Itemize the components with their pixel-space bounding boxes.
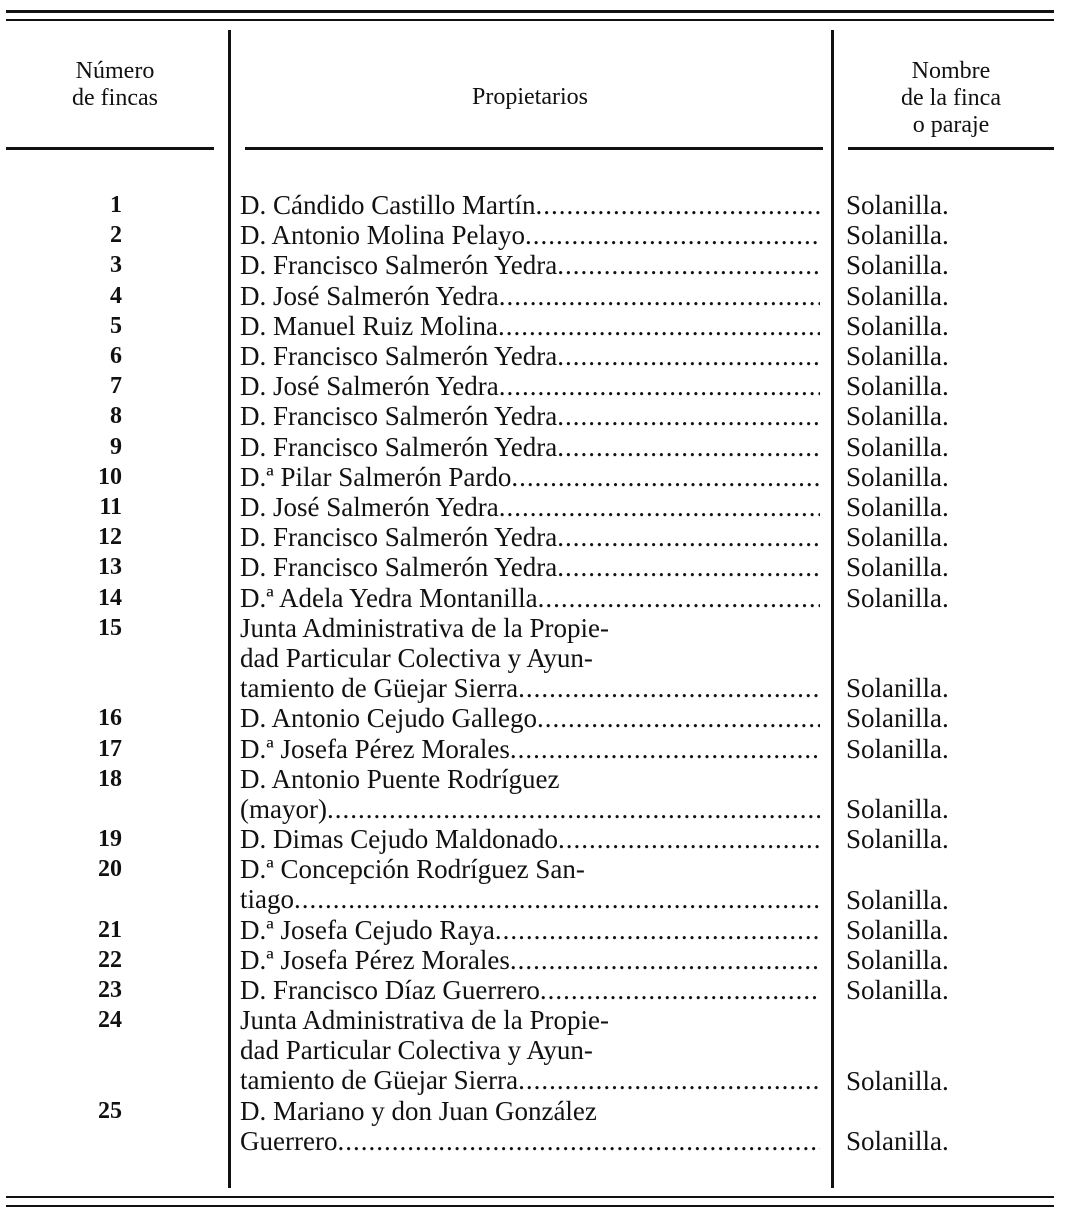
row-number: 16 [98,705,122,732]
owner-line: D. José Salmerón Yedra [240,492,499,522]
leader-dots [557,552,820,582]
row-owner [240,341,820,371]
row-owner [240,945,820,975]
row-place: Solanilla. [846,975,949,1006]
leader-dots [511,462,820,492]
owner-line: D.ª Josefa Cejudo Raya [240,914,495,945]
owner-line: Guerrero [240,1126,338,1156]
column-divider-left [228,30,231,1188]
leader-dots [337,1126,820,1156]
owner-line: D. Dimas Cejudo Maldonado [240,824,558,855]
owner-line: D. Francisco Díaz Guerrero [240,975,540,1006]
leader-dots [558,824,820,854]
leader-dots [518,673,820,703]
row-place: Solanilla. [846,552,949,583]
leader-dots [499,492,820,522]
row-number: 3 [110,252,122,279]
owner-line: D.ª Concepción Rodríguez San- [240,854,585,885]
row-owner [240,401,820,431]
owner-line: tamiento de Güejar Sierra [240,672,519,703]
row-owner [240,703,820,733]
owner-line: dad Particular Colectiva y Ayun- [240,642,593,673]
owner-line: Junta Administrativa de la Propie- [240,612,609,643]
owner-line: D. Antonio Cejudo Gallego [240,703,537,734]
header-separator-3 [848,147,1054,150]
owner-line: D.ª Adela Yedra Montanilla [240,582,538,613]
row-number: 20 [98,856,122,883]
leader-dots [540,975,820,1005]
row-owner [240,734,820,764]
row-place: Solanilla. [846,914,949,945]
row-number: 9 [110,433,122,460]
owner-line: D. José Salmerón Yedra [240,371,499,402]
leader-dots [495,915,820,945]
row-owner [240,824,820,854]
row-place: Solanilla. [846,401,949,432]
owner-line: D. Francisco Salmerón Yedra [240,552,558,583]
leader-dots [537,703,820,733]
row-owner [240,311,820,341]
header-col-owners: Propietarios [472,84,588,110]
row-owner [240,432,820,462]
row-owner [240,552,820,582]
row-place: Solanilla. [846,220,949,251]
row-number: 4 [110,282,122,309]
owner-line: D. Cándido Castillo Martín [240,190,536,220]
row-owner [240,190,820,220]
column-divider-right [831,30,834,1188]
leader-dots [557,250,820,280]
top-rule-1 [6,10,1054,13]
row-owner [240,854,820,914]
owner-line: D. Francisco Salmerón Yedra [240,250,558,281]
row-number: 22 [98,947,122,973]
leader-dots [327,794,820,824]
owner-line: dad Particular Colectiva y Ayun- [240,1035,593,1066]
row-number: 24 [98,1007,122,1034]
owner-line: D.ª Pilar Salmerón Pardo [240,461,512,492]
leader-dots [499,371,820,401]
leader-dots [510,734,820,764]
row-number: 11 [99,494,122,520]
leader-dots [557,522,820,552]
row-place: Solanilla. [846,522,949,553]
row-owner [240,613,820,703]
owner-line: D. Francisco Salmerón Yedra [240,522,558,553]
row-place: Solanilla. [846,673,949,704]
row-place: Solanilla. [846,794,949,824]
row-place: Solanilla. [846,824,949,855]
owner-line: tiago [240,884,294,915]
row-number: 1 [110,192,122,218]
row-place: Solanilla. [846,1065,949,1096]
leader-dots [557,341,820,371]
header-separator-2 [245,147,823,150]
owner-line: tamiento de Güejar Sierra [240,1065,519,1096]
row-place: Solanilla. [846,250,949,281]
leader-dots [557,401,820,431]
header-separator-1 [6,147,214,150]
owner-line: D.ª Josefa Pérez Morales [240,733,510,764]
row-place: Solanilla. [846,733,949,764]
row-place: Solanilla. [846,190,949,220]
row-number: 17 [98,735,122,762]
header-col-place: Nombre de la finca o paraje [901,58,1001,138]
leader-dots [535,190,820,220]
row-owner [240,915,820,945]
leader-dots [510,945,820,975]
row-place: Solanilla. [846,492,949,522]
row-number: 21 [98,916,122,943]
row-number: 10 [98,463,122,490]
row-place: Solanilla. [846,461,949,492]
leader-dots [498,311,820,341]
row-number: 6 [110,343,122,369]
bottom-rule-1 [6,1196,1054,1198]
row-owner [240,281,820,311]
row-owner [240,462,820,492]
top-rule-2 [6,19,1054,21]
owner-line: D. Antonio Molina Pelayo [240,220,525,251]
row-owner [240,371,820,401]
row-place: Solanilla. [846,431,949,462]
row-owner [240,583,820,613]
row-place: Solanilla. [846,703,949,734]
row-place: Solanilla. [846,884,949,915]
row-number: 23 [98,977,122,1004]
row-number: 7 [110,373,122,400]
row-owner [240,1096,820,1156]
leader-dots [538,583,820,613]
owner-line: D. Francisco Salmerón Yedra [240,401,558,432]
row-number: 5 [110,312,122,339]
row-number: 25 [98,1098,122,1124]
bottom-rule-2 [6,1205,1054,1207]
leader-dots [518,1065,820,1095]
header-col-number: Número de fincas [72,58,158,111]
row-owner [240,250,820,280]
row-owner [240,492,820,522]
owner-line: (mayor) [240,793,327,824]
row-place: Solanilla. [846,945,949,975]
row-number: 14 [98,584,122,611]
row-number: 15 [98,614,122,641]
owner-line: D. Antonio Puente Rodríguez [240,763,560,794]
row-owner [240,522,820,552]
row-number: 19 [98,826,122,853]
owner-line: D.ª Josefa Pérez Morales [240,945,510,975]
row-place: Solanilla. [846,1126,949,1157]
owner-line: D. José Salmerón Yedra [240,280,499,311]
owner-line: Junta Administrativa de la Propie- [240,1005,609,1036]
row-place: Solanilla. [846,341,949,371]
row-place: Solanilla. [846,582,949,613]
row-place: Solanilla. [846,310,949,341]
row-owner [240,1005,820,1095]
row-number: 12 [98,524,122,551]
leader-dots [294,884,820,914]
row-number: 18 [98,765,122,792]
row-owner [240,764,820,824]
row-number: 8 [110,403,122,430]
owner-line: D. Francisco Salmerón Yedra [240,341,558,371]
row-owner [240,975,820,1005]
owner-line: D. Francisco Salmerón Yedra [240,431,558,462]
owner-line: D. Manuel Ruiz Molina [240,310,498,341]
row-number: 13 [98,554,122,581]
leader-dots [557,432,820,462]
row-place: Solanilla. [846,371,949,402]
leader-dots [499,281,820,311]
owner-line: D. Mariano y don Juan González [240,1096,597,1126]
row-number: 2 [110,222,122,249]
row-place: Solanilla. [846,280,949,311]
leader-dots [525,220,820,250]
row-owner [240,220,820,250]
